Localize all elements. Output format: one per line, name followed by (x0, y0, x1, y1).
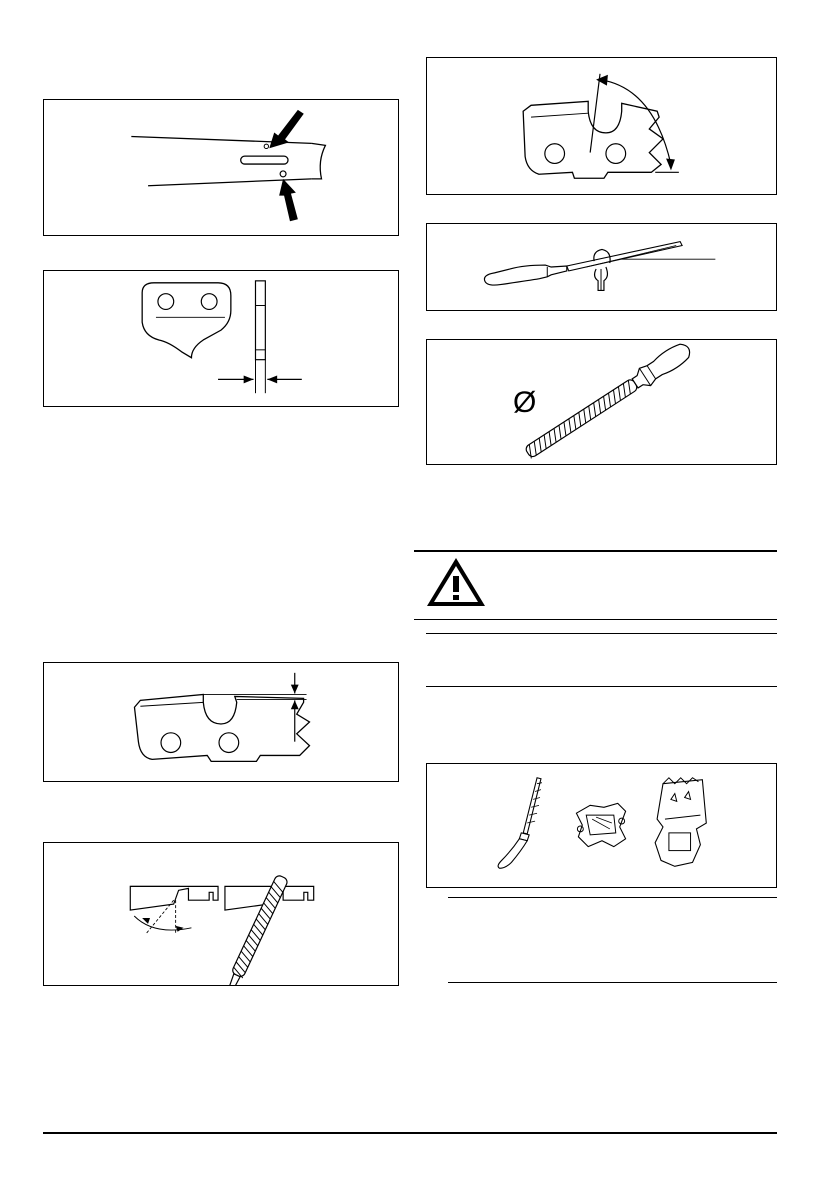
note-top-rule (448, 897, 777, 898)
figure-file-holder (426, 223, 777, 311)
figure-drive-link (43, 270, 399, 407)
diameter-symbol: Ø (513, 386, 537, 419)
figure-depth-gauge (43, 662, 399, 782)
warning-text-top-rule (426, 633, 777, 634)
sharpening-tools-drawing (427, 764, 776, 887)
top-plate-angle-drawing (427, 58, 776, 194)
file-illustration (212, 874, 288, 985)
depth-gauge-setting-drawing (44, 663, 398, 781)
warning-text-bottom-rule (426, 686, 777, 687)
drive-link-gauge-drawing (44, 271, 398, 406)
round-file-drawing (427, 340, 776, 464)
file-holder-drawing (427, 224, 776, 310)
cutter-filing-angle-drawing (44, 843, 398, 985)
guide-bar-oil-holes-drawing (44, 100, 398, 235)
tool-file (498, 778, 542, 869)
warning-top-rule (414, 550, 777, 552)
arrow-up-icon (279, 179, 298, 221)
warning-triangle-icon (425, 556, 487, 608)
tool-depth-gauge (655, 778, 706, 867)
figure-round-file (426, 339, 777, 465)
figure-filing-angle (43, 842, 399, 986)
figure-sharpening-tools (426, 763, 777, 888)
figure-top-plate-angle (426, 57, 777, 195)
tool-guide (576, 803, 625, 846)
note-bottom-rule (448, 982, 777, 983)
warning-bottom-rule (414, 619, 777, 620)
figure-bar-oil-holes (43, 99, 399, 236)
footer-rule (43, 1132, 777, 1134)
